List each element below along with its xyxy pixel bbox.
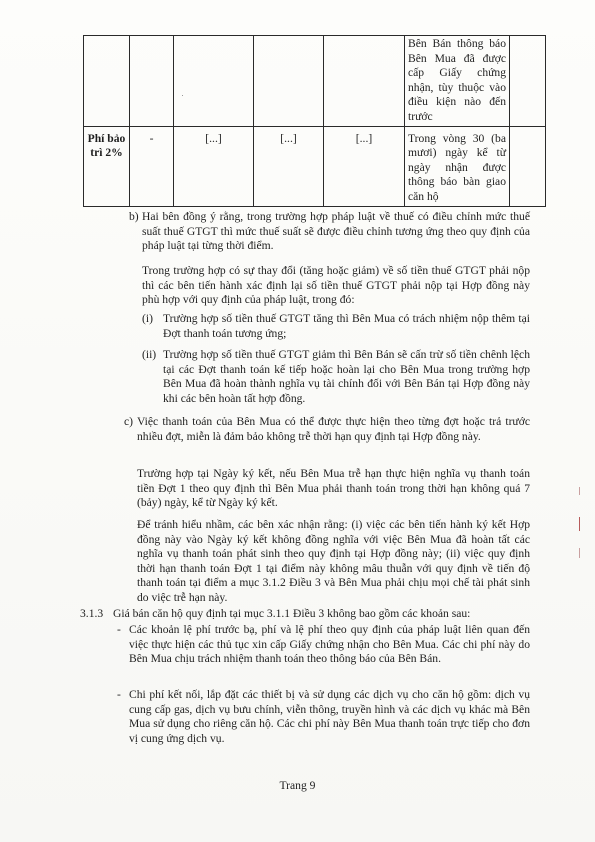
paragraph-text: Giá bán căn hộ quy định tại mục 3.1.1 Điều 3 không bao gồm các khoản sau: bbox=[113, 607, 471, 620]
excluded-item-1 bbox=[129, 623, 530, 667]
paragraph-text: Trường hợp số tiền thuế GTGT tăng thì Bên Mua có trách nhiệm nộp thêm tại Đợt thanh toán tương ứng; bbox=[163, 312, 530, 340]
table-row bbox=[84, 126, 546, 206]
paragraph-text: Để tránh hiểu nhầm, các bên xác nhận rằng: (i) việc các bên tiến hành ký kết Hợp đồng này vào Ngày ký kết không đồng nghĩa với việc Bên Mua đã hoàn tất các nghĩa vụ thanh toán phát sinh theo quy định tại Hợp đồng này; (ii) việc quy định thời hạn thanh toán Đợt 1 tại điểm này không mâu thuẫn với quy định về tiến độ thanh toán tại điểm a mục 3.1.2 Điều 3 và Bên Mua phải chịu mọi chế tài phát sinh do việc trễ hạn này. bbox=[137, 518, 530, 604]
page-number: Trang 9 bbox=[279, 779, 316, 792]
section-b-paragraph-2 bbox=[142, 264, 530, 308]
paragraph-text: Trường hợp tại Ngày ký kết, nếu Bên Mua trễ hạn thực hiện nghĩa vụ thanh toán tiền Đợt 1 theo quy định thì Bên Mua phải thanh toán trong thời hạn không quá 7 (bảy) ngày, kể từ Ngày ký kết. bbox=[137, 467, 530, 510]
section-3-1-3-heading bbox=[113, 607, 530, 622]
paragraph-text: Các khoản lệ phí trước bạ, phí và lệ phí theo quy định của pháp luật liên quan đến việc thực hiện các thủ tục xin cấp Giấy chứng nhận cho Bên Mua. Các chi phí này do Bên Mua chịu trách nhiệm thanh toán theo thông báo của Bên Bán. bbox=[129, 623, 530, 666]
section-b-paragraph-1 bbox=[142, 210, 530, 254]
item-i-label: (i) bbox=[142, 312, 153, 325]
payment-deadline-cell: Bên Bán thông báo Bên Mua đã được cấp Giấy chứng nhận, tùy thuộc vào điều kiện nào đến trước bbox=[405, 36, 510, 127]
table-cell bbox=[510, 126, 546, 206]
scan-edge-mark bbox=[579, 548, 580, 558]
section-3-1-3-number: 3.1.3 bbox=[80, 607, 104, 620]
excluded-item-2 bbox=[129, 688, 530, 746]
paragraph-text: Chi phí kết nối, lắp đặt các thiết bị và sử dụng các dịch vụ cho căn hộ gồm: dịch vụ cung cấp gas, dịch vụ bưu chính, viễn thông, truyền hình và các dịch vụ khác mà Bên Mua sử dụng cho riêng căn hộ. Các chi phí này Bên Mua thanh toán trực tiếp cho đơn vị cung ứng dịch vụ. bbox=[129, 688, 530, 745]
payment-schedule-table bbox=[83, 35, 546, 207]
table-row bbox=[84, 36, 546, 127]
section-c-paragraph-2 bbox=[137, 467, 530, 511]
paragraph-text: Hai bên đồng ý rằng, trong trường hợp pháp luật về thuế có điều chỉnh mức thuế suất thuế GTGT thì mức thuế suất sẽ được điều chỉnh tương ứng theo quy định của pháp luật tại từng thời điểm. bbox=[142, 210, 530, 253]
bullet-dash: - bbox=[117, 688, 121, 701]
section-c-paragraph-1 bbox=[137, 415, 530, 444]
maintenance-fee-label: Phí bảo trì 2% bbox=[84, 126, 130, 206]
scan-edge-mark bbox=[579, 517, 580, 531]
table-cell bbox=[510, 36, 546, 127]
table-cell bbox=[324, 36, 405, 127]
scan-speck bbox=[182, 95, 183, 96]
section-c-label: c) bbox=[124, 415, 134, 428]
bullet-dash: - bbox=[117, 623, 121, 636]
table-cell: [...] bbox=[254, 126, 324, 206]
table-cell bbox=[254, 36, 324, 127]
paragraph-text: Việc thanh toán của Bên Mua có thể được thực hiện theo từng đợt hoặc trả trước nhiều đợt, miễn là đảm bảo không trễ thời hạn quy định tại Hợp đồng này. bbox=[137, 415, 530, 443]
paragraph-text: Trong trường hợp có sự thay đổi (tăng hoặc giảm) về số tiền thuế GTGT phải nộp thì các bên tiến hành xác định lại số tiền thuế GTGT phải nộp tại Hợp đồng này phù hợp với quy định của pháp luật, trong đó: bbox=[142, 264, 530, 307]
table-cell bbox=[130, 36, 174, 127]
item-ii-text bbox=[163, 348, 530, 406]
table-cell: [...] bbox=[324, 126, 405, 206]
item-ii-label: (ii) bbox=[142, 348, 157, 361]
section-c-paragraph-3 bbox=[137, 518, 530, 606]
table-cell bbox=[84, 36, 130, 127]
payment-deadline-cell: Trong vòng 30 (ba mươi) ngày kể từ ngày nhận được thông báo bàn giao căn hộ bbox=[405, 126, 510, 206]
item-i-text bbox=[163, 312, 530, 341]
table-cell: [...] bbox=[174, 126, 254, 206]
scan-edge-mark bbox=[579, 487, 580, 495]
table-cell bbox=[174, 36, 254, 127]
paragraph-text: Trường hợp số tiền thuế GTGT giảm thì Bên Bán sẽ cấn trừ số tiền chênh lệch tại các Đợt thanh toán kế tiếp hoặc hoàn lại cho Bên Mua trong trường hợp Bên Mua đã hoàn thành nghĩa vụ tài chính đối với Bên Bán tại Hợp đồng này khi các bên hoàn tất hợp đồng. bbox=[163, 348, 530, 405]
section-b-label: b) bbox=[129, 210, 139, 223]
table-cell: - bbox=[130, 126, 174, 206]
